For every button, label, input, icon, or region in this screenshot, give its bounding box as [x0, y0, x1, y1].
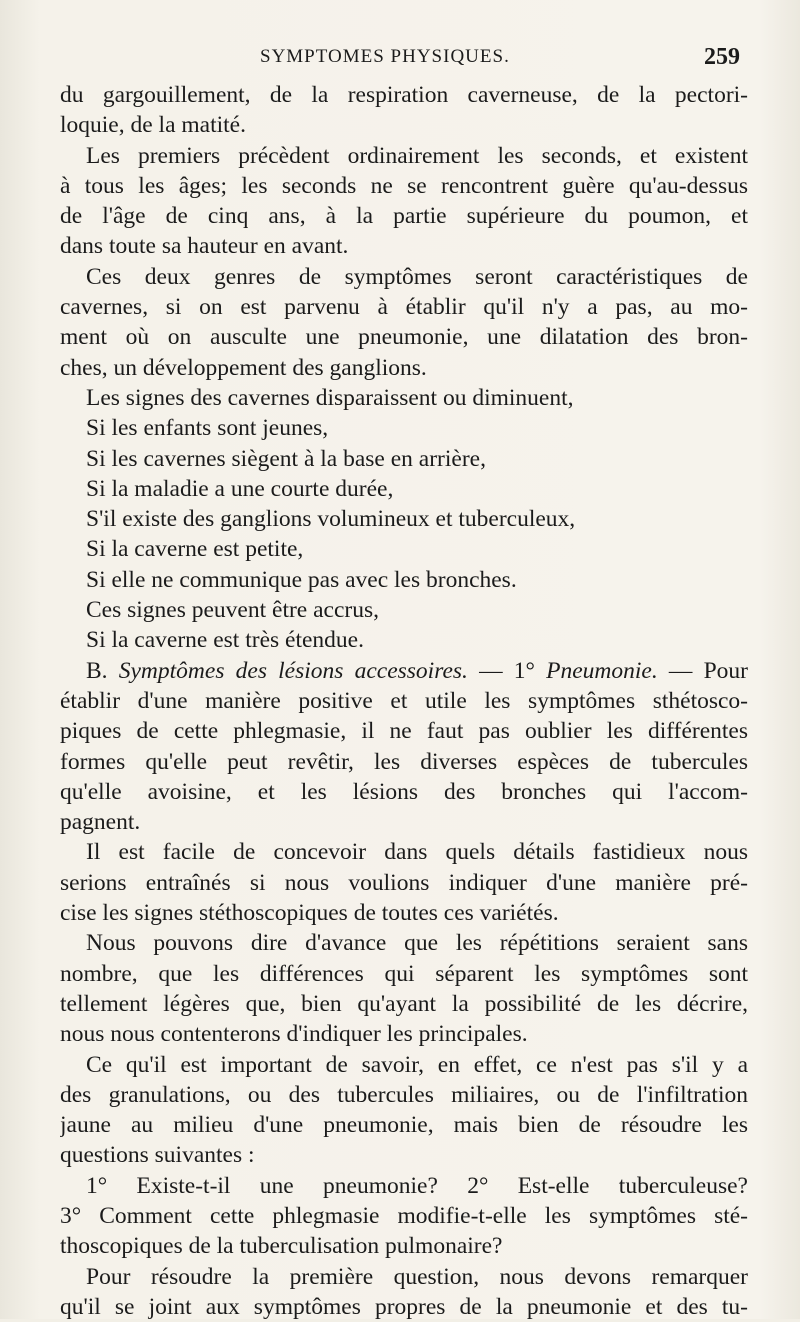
text-line [60, 686, 748, 716]
text-run: — 1° [467, 657, 547, 684]
text-run: nous nous contenterons d'indiquer les principales. [60, 1021, 528, 1048]
text-line [60, 504, 748, 534]
text-line [60, 1171, 748, 1201]
text-line [60, 595, 748, 625]
text-line [60, 565, 748, 595]
text-run: Les signes des cavernes disparaissent ou diminuent, [86, 384, 574, 411]
text-run: Nous pouvons dire d'avance que les répétitions seraient sans [86, 930, 748, 957]
text-run: de l'âge de cinq ans, à la partie supérieure du poumon, et [60, 203, 748, 230]
text-run: Si elle ne communique pas avec les bronches. [86, 566, 517, 593]
text-run: S'il existe des ganglions volumineux et tuberculeux, [86, 506, 576, 533]
text-line [60, 80, 748, 110]
text-run: à tous les âges; les seconds ne se rencontrent guère qu'au-dessus [60, 172, 748, 199]
text-line [60, 1262, 748, 1292]
text-run: ches, un développement des ganglions. [60, 354, 427, 381]
text-line [60, 868, 748, 898]
text-line [60, 444, 748, 474]
text-run: cise les signes stéthoscopiques de toutes ces variétés. [60, 900, 559, 927]
text-run: pagnent. [60, 809, 141, 836]
text-line [60, 1201, 748, 1231]
text-run: questions suivantes : [60, 1142, 255, 1169]
text-run: Si la caverne est très étendue. [86, 627, 364, 654]
text-line [60, 716, 748, 746]
text-line [60, 959, 748, 989]
text-line [60, 322, 748, 352]
text-run: piques de cette phlegmasie, il ne faut pas oublier les différentes [60, 718, 748, 745]
text-line [60, 171, 748, 201]
running-head-title: SYMPTOMES PHYSIQUES. [260, 46, 510, 67]
text-line [60, 1140, 748, 1170]
text-line [60, 383, 748, 413]
text-line [60, 989, 748, 1019]
text-line [60, 413, 748, 443]
text-line [60, 928, 748, 958]
text-line [60, 1080, 748, 1110]
page-number: 259 [704, 44, 740, 70]
text-run: cavernes, si on est parvenu à établir qu'il n'y a pas, au mo- [60, 294, 748, 321]
text-line [60, 353, 748, 383]
text-run: jaune au milieu d'une pneumonie, mais bien de résoudre les [60, 1112, 748, 1139]
text-line [60, 110, 748, 140]
text-line [60, 1050, 748, 1080]
text-line [60, 292, 748, 322]
text-run: ment où on ausculte une pneumonie, une dilatation des bron- [60, 324, 748, 351]
text-run: Pour résoudre la première question, nous devons remarquer [86, 1263, 748, 1290]
text-run: qu'elle avoisine, et les lésions des bronches qui l'accom- [60, 778, 748, 805]
text-run: qu'il se joint aux symptômes propres de la pneumonie et des tu- [60, 1293, 748, 1320]
text-run: thoscopiques de la tuberculisation pulmonaire? [60, 1233, 503, 1260]
text-run: loquie, de la matité. [60, 112, 246, 139]
text-line [60, 1019, 748, 1049]
running-head [60, 44, 740, 74]
text-run: établir d'une manière positive et utile les symptômes sthétosco- [60, 687, 748, 714]
text-run: serions entraînés si nous voulions indiquer d'une manière pré- [60, 869, 748, 896]
text-line [60, 141, 748, 171]
text-run: Si les cavernes siègent à la base en arrière, [86, 445, 486, 472]
text-run: Si la maladie a une courte durée, [86, 475, 394, 502]
text-run: tellement légères que, bien qu'ayant la possibilité de les décrire, [60, 990, 748, 1017]
text-line [60, 201, 748, 231]
text-run: du gargouillement, de la respiration caverneuse, de la pectori- [60, 82, 748, 108]
text-run: Si la caverne est petite, [86, 536, 304, 563]
text-line [60, 534, 748, 564]
text-line [60, 837, 748, 867]
text-line [60, 474, 748, 504]
text-run: nombre, que les différences qui séparent les symptômes sont [60, 960, 748, 987]
text-line [60, 777, 748, 807]
text-line [60, 898, 748, 928]
text-line [60, 231, 748, 261]
text-line [60, 747, 748, 777]
text-run: des granulations, ou des tubercules miliaires, ou de l'infiltration [60, 1081, 748, 1108]
text-run: Si les enfants sont jeunes, [86, 415, 329, 442]
text-line [60, 625, 748, 655]
text-run: Les premiers précèdent ordinairement les seconds, et existent [86, 142, 748, 169]
text-line [60, 807, 748, 837]
text-line [60, 1231, 748, 1261]
text-run: dans toute sa hauteur en avant. [60, 233, 349, 260]
text-line [60, 262, 748, 292]
text-run: Ces signes peuvent être accrus, [86, 597, 379, 624]
italic-run: Pneumonie. [546, 657, 658, 684]
text-run: formes qu'elle peut revêtir, les diverses espèces de tubercules [60, 748, 748, 775]
italic-run: Symptômes des lésions accessoires. [118, 657, 468, 684]
text-run: 3° Comment cette phlegmasie modifie-t-elle les symptômes sté- [60, 1202, 748, 1229]
text-run: Il est facile de concevoir dans quels détails fastidieux nous [86, 839, 748, 866]
text-run: 1° Existe-t-il une pneumonie? 2° Est-elle tuberculeuse? [86, 1172, 748, 1199]
text-run: Ces deux genres de symptômes seront caractéristiques de [86, 263, 748, 290]
text-run: Ce qu'il est important de savoir, en effet, ce n'est pas s'il y a [86, 1051, 748, 1078]
text-run: — Pour [657, 657, 748, 684]
text-line [60, 1292, 748, 1322]
text-line [60, 1110, 748, 1140]
text-run: B. [86, 657, 119, 684]
text-line [60, 656, 748, 686]
body-text [60, 80, 748, 1322]
